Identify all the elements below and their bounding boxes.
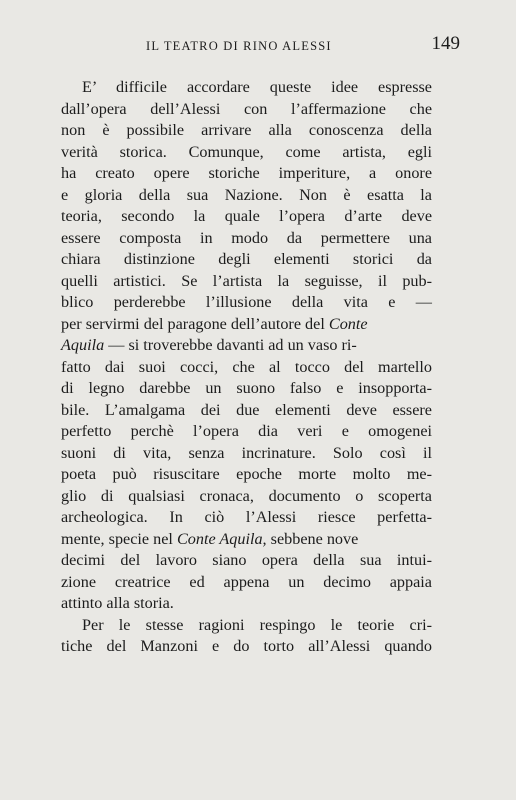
text-line: suoni di vita, senza incrinature. Solo così il [61, 443, 432, 462]
text-line: attinto alla storia. [61, 594, 174, 612]
paragraph [61, 77, 432, 615]
text-line: poeta può risuscitare epoche morte molto me- [61, 465, 432, 483]
text-line: teoria, secondo la quale l’opera d’arte deve [61, 207, 432, 225]
text-line: dall’opera dell’Alessi con l’affermazione che [61, 99, 432, 118]
italic-title-conte: Conte [328, 314, 368, 333]
running-head-title: IL TEATRO DI RINO ALESSI [146, 39, 332, 53]
body-text [61, 77, 432, 658]
text-line: E’ difficile accordare queste idee espresse [82, 78, 432, 96]
text-line: glio di qualsiasi cronaca, documento o scoperta [61, 486, 432, 505]
text-line: chiara distinzione degli elementi storici da [61, 250, 432, 268]
text-line: archeologica. In ciò l’Alessi riesce perfetta- [61, 508, 432, 526]
text-span: mente, specie nel [61, 529, 173, 548]
text-span: — si troverebbe davanti ad un vaso ri- [104, 336, 357, 354]
text-line: fatto dai suoi cocci, che al tocco del martello [61, 357, 432, 376]
text-line: di legno darebbe un suono falso e insopporta- [61, 379, 432, 397]
page-number: 149 [431, 33, 460, 54]
text-line [61, 335, 432, 357]
text-span: sebbene nove [266, 529, 359, 548]
text-line: verità storica. Comunque, come artista, egli [61, 142, 432, 161]
text-line [61, 314, 432, 336]
text-line: ha creato opere storiche imperiture, a onore [61, 164, 432, 182]
text-line: blico perderebbe l’illusione della vita e — [61, 293, 432, 311]
running-head [60, 33, 460, 54]
text-line: zione creatrice ed appena un decimo appaia [61, 572, 432, 591]
text-line: Per le stesse ragioni respingo le teorie cri- [82, 615, 432, 634]
text-line: essere composta in modo da permettere una [61, 228, 432, 247]
italic-title-aquila: Aquila [61, 336, 105, 354]
text-line: perfetto perchè l’opera dia veri e omogenei [61, 422, 432, 440]
text-span: per servirmi del paragone dell’autore del [61, 314, 325, 333]
text-line [61, 529, 432, 551]
text-line: non è possibile arrivare alla conoscenza della [61, 121, 432, 139]
paragraph [61, 615, 432, 658]
text-line: quelli artistici. Se l’artista la seguisse, il pub- [61, 271, 432, 290]
text-line: tiche del Manzoni e do torto all’Alessi quando [61, 637, 432, 655]
text-line: decimi del lavoro siano opera della sua intui- [61, 551, 432, 569]
italic-title-conte-aquila: Conte Aquila, [176, 529, 267, 548]
text-line: bile. L’amalgama dei due elementi deve essere [61, 400, 432, 419]
text-line: e gloria della sua Nazione. Non è esatta la [61, 185, 432, 204]
